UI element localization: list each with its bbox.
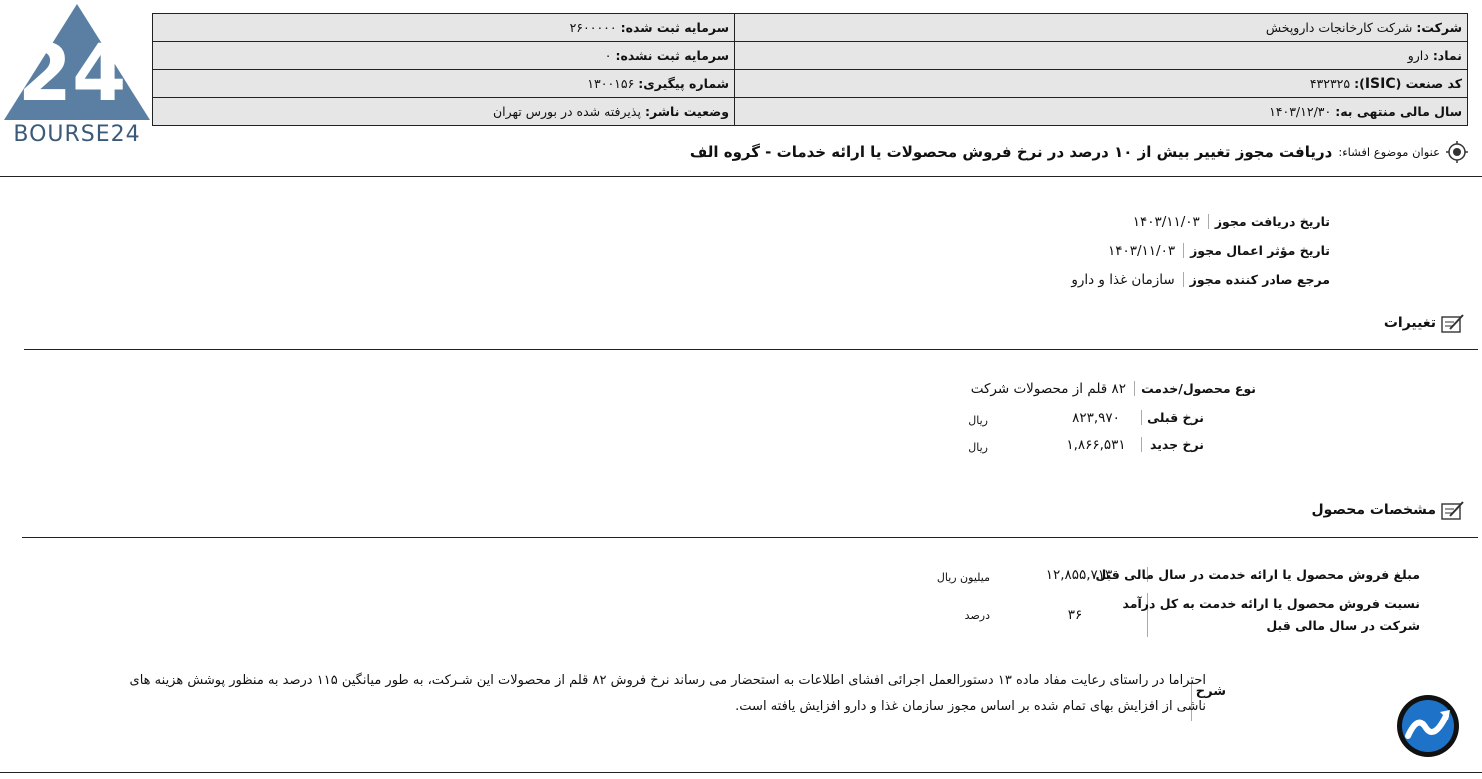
license-issuer: مرجع صادر کننده مجوزسازمان غذا و دارو bbox=[1071, 272, 1330, 288]
previous-rate: نرخ قبلی۸۲۳,۹۷۰ bbox=[1072, 410, 1204, 426]
sales-ratio: نسبت فروش محصول یا ارائه خدمت به کل درآمد شرکت در سال مالی قبل ۳۶ bbox=[1015, 593, 1420, 637]
previous-rate-unit: ریال bbox=[968, 414, 988, 427]
divider-changes bbox=[24, 349, 1478, 350]
changes-section-title: تغییرات bbox=[1384, 312, 1466, 334]
publisher-status-cell: وضعیت ناشر:پذیرفته شده در بورس تهران bbox=[153, 98, 735, 126]
license-received-date: تاریخ دریافت مجوز۱۴۰۳/۱۱/۰۳ bbox=[1132, 214, 1330, 230]
registered-capital-cell: سرمایه ثبت شده:۲۶۰۰۰۰۰ bbox=[153, 14, 735, 42]
isic-cell: کد صنعت (ISIC):۴۳۲۳۲۵ bbox=[735, 70, 1468, 98]
disclosure-subject bbox=[690, 141, 1468, 163]
product-specs-section-title: مشخصات محصول bbox=[1312, 499, 1466, 521]
license-effective-date: تاریخ مؤثر اعمال مجوز۱۴۰۳/۱۱/۰۳ bbox=[1107, 243, 1330, 259]
description-text: احتراما در راستای رعایت مفاد ماده ۱۳ دستورالعمل اجرائی افشای اطلاعات به استحضار می رساند نرخ فروش ۸۲ قلم از محصولات این شـرکت، به طور میانگین ۱۱۵ درصد به منظور پوشش هزینه های ناشی از افزایش بهای تمام شده بر اساس مجوز سازمان غذا و دارو افزایش یافته است. bbox=[129, 673, 1206, 714]
new-rate-unit: ریال bbox=[968, 441, 988, 454]
new-rate: نرخ جدید۱,۸۶۶,۵۳۱ bbox=[1066, 437, 1204, 453]
divider-top bbox=[0, 176, 1482, 177]
target-icon bbox=[1446, 141, 1468, 163]
symbol-cell: نماد:دارو bbox=[735, 42, 1468, 70]
divider-product-specs bbox=[22, 537, 1478, 538]
svg-text:24: 24 bbox=[17, 29, 127, 119]
sales-ratio-unit: درصد bbox=[964, 609, 990, 622]
edit-note-icon bbox=[1440, 499, 1466, 521]
company-cell: شرکت:شرکت کارخانجات داروپخش bbox=[735, 14, 1468, 42]
subject-label: عنوان موضوع افشاء: bbox=[1338, 145, 1440, 159]
product-type: نوع محصول/خدمت۸۲ قلم از محصولات شرکت bbox=[970, 381, 1256, 397]
tracking-number-cell: شماره پیگیری:۱۳۰۰۱۵۶ bbox=[153, 70, 735, 98]
company-info-table bbox=[152, 13, 1468, 126]
logo-text: BOURSE24 bbox=[13, 122, 141, 147]
subject-title: دریافت مجوز تغییر بیش از ۱۰ درصد در نرخ فروش محصولات یا ارائه خدمات - گروه الف bbox=[689, 143, 1333, 161]
sales-amount-unit: میلیون ریال bbox=[936, 571, 990, 584]
edit-note-icon bbox=[1440, 312, 1466, 334]
divider-bottom bbox=[0, 772, 1482, 773]
sales-amount: مبلغ فروش محصول یا ارائه خدمت در سال مالی قبل۱۲,۸۵۵,۷۱۳ bbox=[1045, 567, 1420, 583]
chart-badge-icon bbox=[1396, 694, 1460, 758]
unregistered-capital-cell: سرمایه ثبت نشده:۰ bbox=[153, 42, 735, 70]
fiscal-year-cell: سال مالی منتهی به:۱۴۰۳/۱۲/۳۰ bbox=[735, 98, 1468, 126]
description-label: شرح bbox=[1191, 683, 1226, 721]
